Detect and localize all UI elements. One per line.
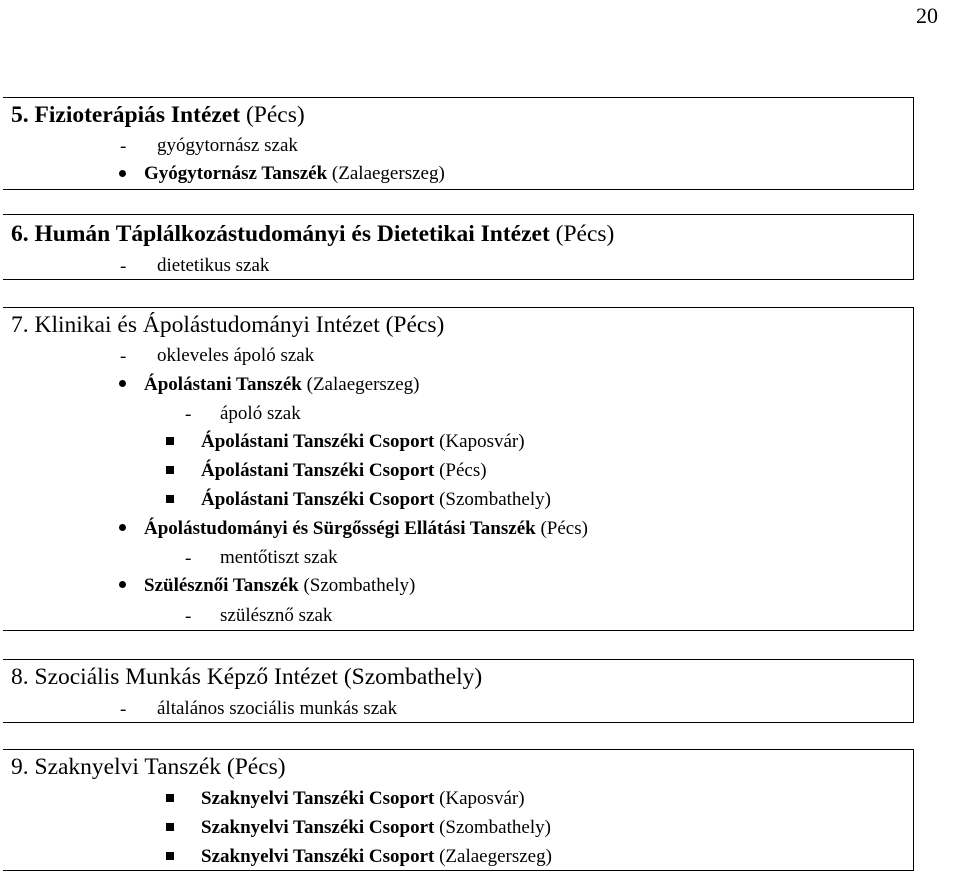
section-9-box	[3, 749, 914, 871]
bullet-dot-icon	[119, 581, 126, 588]
section-7-box	[3, 307, 914, 631]
section-9-title: Szaknyelvi Tanszék (Pécs)	[34, 754, 286, 780]
bullet-square-icon	[166, 495, 174, 503]
section-9-group-1	[201, 789, 525, 808]
section-6-heading	[11, 223, 614, 247]
group-name: Ápolástani Tanszéki Csoport	[201, 431, 435, 452]
section-7-group-1	[201, 432, 525, 451]
bullet-square-icon	[166, 794, 174, 802]
department-name: Ápolástani Tanszék	[144, 374, 302, 395]
section-9-heading	[11, 756, 286, 780]
section-7-department-2-major: mentőtiszt szak	[220, 547, 338, 568]
section-8-number: 8.	[11, 664, 29, 690]
section-6-number: 6.	[11, 221, 29, 247]
group-name: Ápolástani Tanszéki Csoport	[201, 489, 435, 510]
bullet-square-icon	[166, 466, 174, 474]
department-location: (Zalaegerszeg)	[327, 163, 445, 184]
group-location: (Kaposvár)	[434, 788, 525, 809]
section-7-department-1	[144, 375, 419, 394]
section-6-major: dietetikus szak	[157, 255, 270, 276]
department-location: (Pécs)	[535, 518, 588, 539]
section-8-box	[3, 659, 914, 723]
department-name: Gyógytornász Tanszék	[144, 163, 328, 184]
bullet-square-icon	[166, 437, 174, 445]
section-5-location: (Pécs)	[240, 102, 305, 128]
section-6-box	[3, 214, 914, 280]
section-8-heading	[11, 666, 482, 690]
section-7-heading	[11, 314, 444, 338]
group-location: (Kaposvár)	[434, 431, 525, 452]
section-5-department	[144, 164, 445, 183]
section-7-major: okleveles ápoló szak	[157, 345, 315, 366]
bullet-dot-icon	[119, 380, 126, 387]
dash-marker: -	[120, 256, 127, 277]
dash-marker: -	[185, 548, 192, 569]
section-7-group-2	[201, 461, 487, 480]
group-location: (Zalaegerszeg)	[434, 846, 552, 867]
section-7-department-3	[144, 576, 415, 595]
department-name: Szülésznői Tanszék	[144, 575, 299, 596]
section-7-department-3-major: szülésznő szak	[220, 605, 333, 626]
section-9-group-2	[201, 818, 551, 837]
section-8-major: általános szociális munkás szak	[157, 698, 398, 719]
group-name: Ápolástani Tanszéki Csoport	[201, 460, 435, 481]
bullet-dot-icon	[119, 170, 126, 177]
page-number: 20	[916, 3, 938, 28]
section-5-number: 5.	[11, 102, 29, 128]
section-7-department-1-major: ápoló szak	[220, 403, 301, 424]
section-6-title: Humán Táplálkozástudományi és Dietetikai Intézet	[34, 221, 550, 247]
group-name: Szaknyelvi Tanszéki Csoport	[201, 788, 435, 809]
bullet-square-icon	[166, 852, 174, 860]
group-name: Szaknyelvi Tanszéki Csoport	[201, 817, 435, 838]
dash-marker: -	[185, 606, 192, 627]
section-8-title: Szociális Munkás Képző Intézet (Szombathely)	[34, 664, 483, 690]
section-5-major: gyógytornász szak	[157, 135, 298, 156]
department-name: Ápolástudományi és Sürgősségi Ellátási Tanszék	[144, 518, 536, 539]
department-location: (Zalaegerszeg)	[301, 374, 420, 395]
group-location: (Szombathely)	[434, 817, 551, 838]
section-7-number: 7.	[11, 312, 29, 338]
dash-marker: -	[120, 136, 127, 157]
section-9-group-3	[201, 847, 552, 866]
group-location: (Pécs)	[434, 460, 487, 481]
dash-marker: -	[120, 346, 127, 367]
department-location: (Szombathely)	[298, 575, 416, 596]
section-6-location: (Pécs)	[549, 221, 615, 247]
bullet-square-icon	[166, 823, 174, 831]
section-5-title: Fizioterápiás Intézet	[34, 102, 241, 128]
group-name: Szaknyelvi Tanszéki Csoport	[201, 846, 435, 867]
bullet-dot-icon	[119, 524, 126, 531]
section-7-group-3	[201, 490, 551, 509]
section-9-number: 9.	[11, 754, 29, 780]
dash-marker: -	[185, 404, 192, 425]
group-location: (Szombathely)	[434, 489, 551, 510]
section-5-heading	[11, 104, 305, 128]
dash-marker: -	[120, 699, 127, 720]
section-5-box	[3, 97, 914, 190]
section-7-title: Klinikai és Ápolástudományi Intézet (Pécs)	[34, 312, 445, 338]
section-7-department-2	[144, 519, 588, 538]
